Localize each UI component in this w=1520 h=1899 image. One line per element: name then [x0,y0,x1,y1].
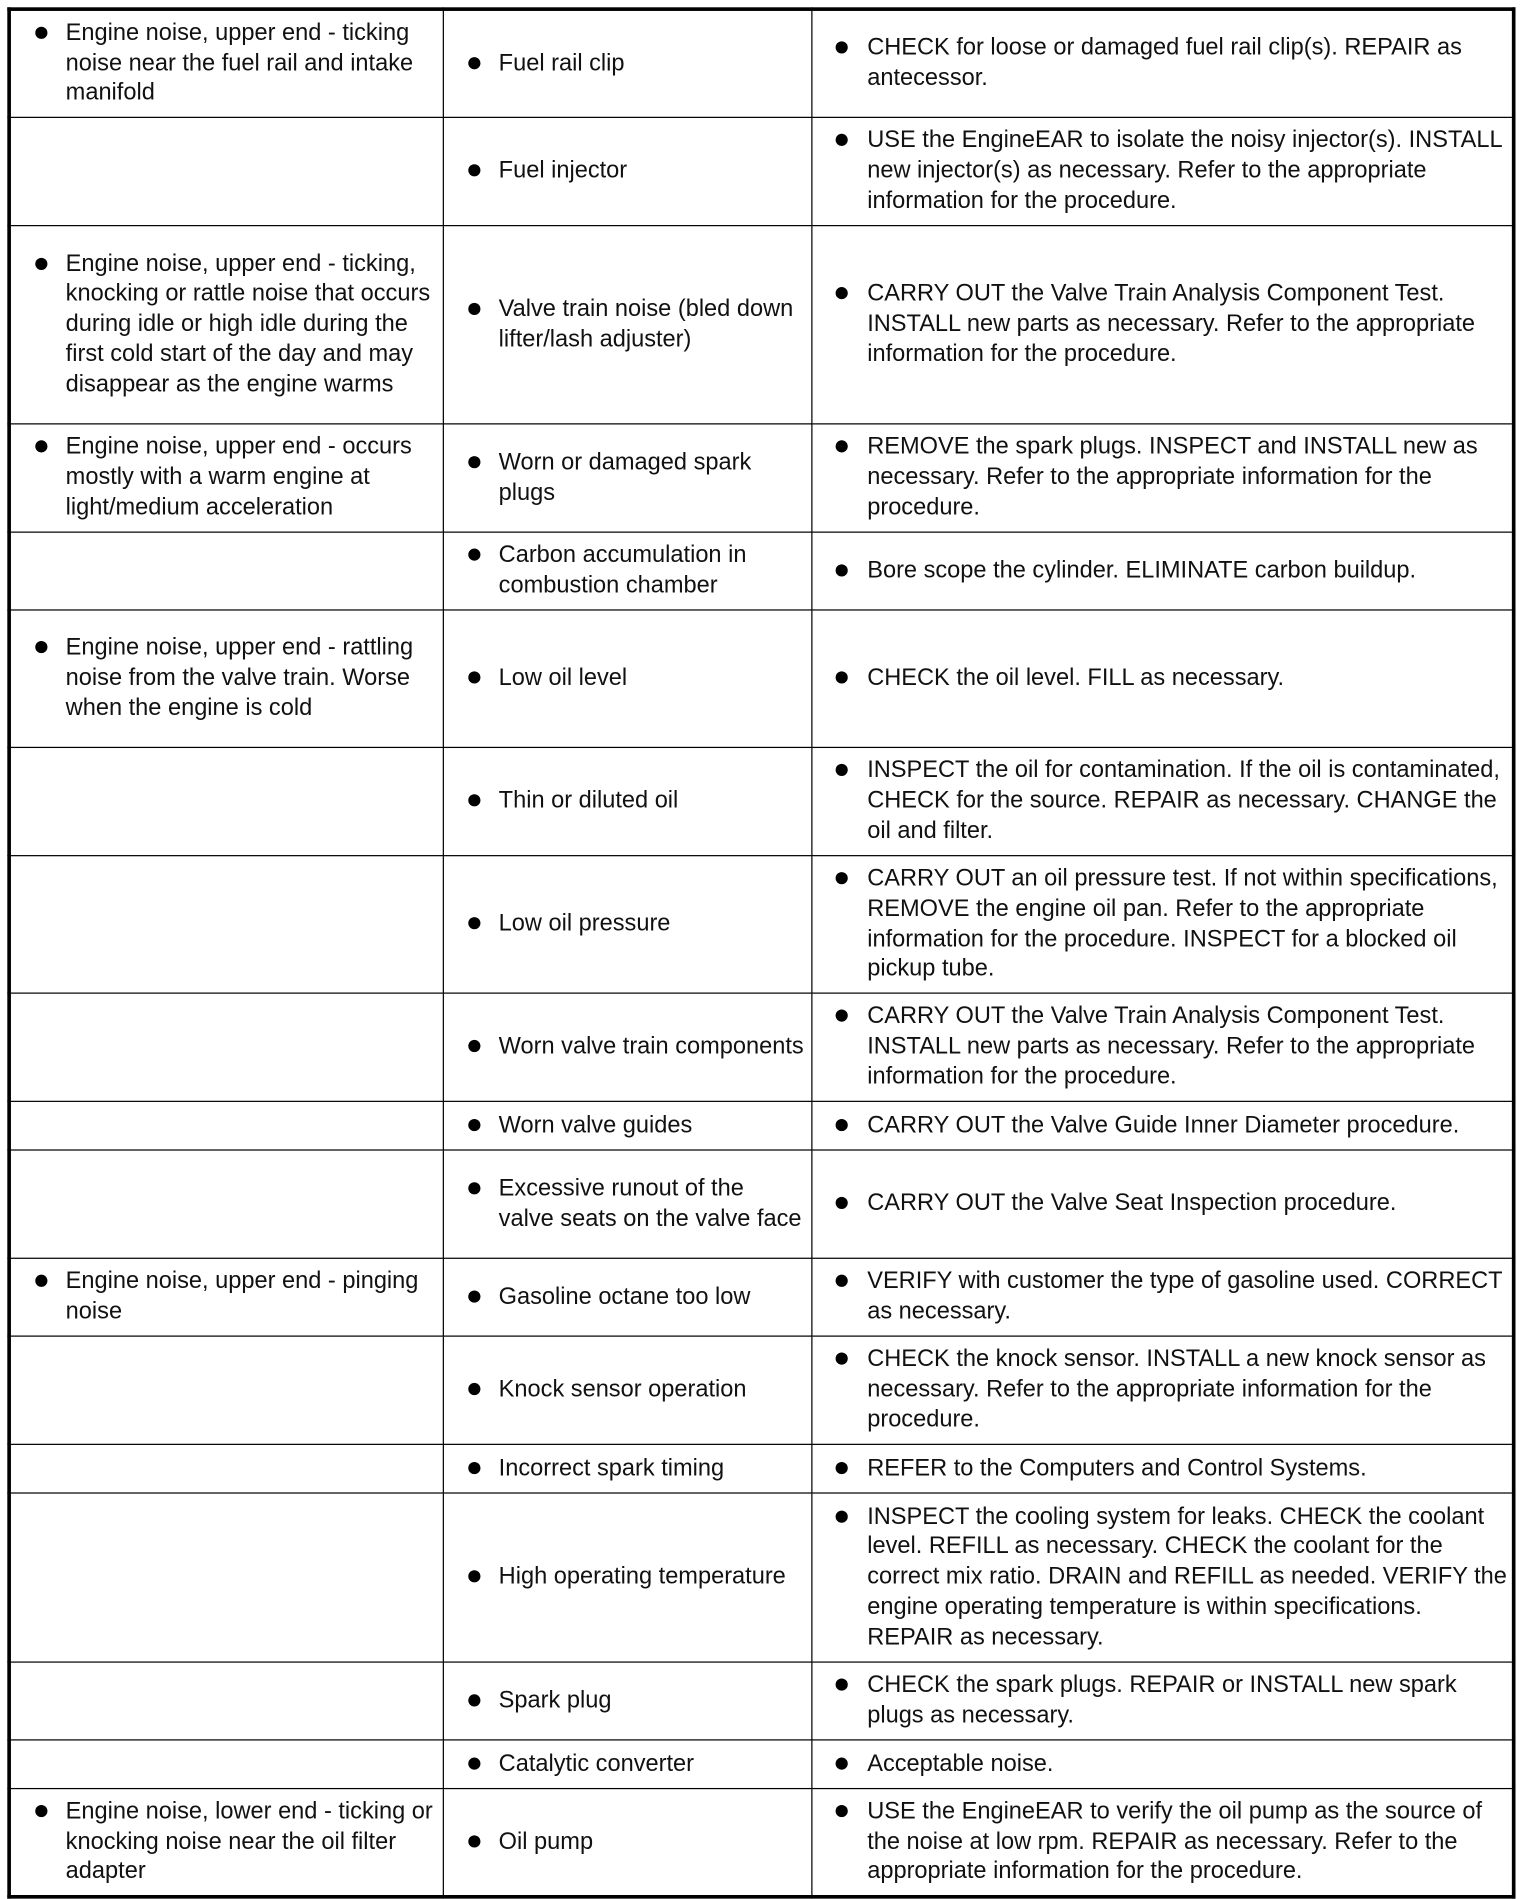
condition-cell [9,117,443,225]
action-text: USE the EngineEAR to isolate the noisy injector(s). INSTALL new injector(s) as necessary. Refer to the appropriate information for the procedure. [867,126,1502,214]
action-cell [812,1150,1514,1258]
source-cell [443,424,812,532]
table-row [9,1662,1514,1740]
action-cell [812,610,1514,747]
table-row [9,856,1514,993]
source-cell [443,1444,812,1493]
source-cell [443,1336,812,1444]
action-cell [812,1444,1514,1493]
action-cell [812,532,1514,610]
condition-text: Engine noise, upper end - pinging noise [65,1267,419,1325]
table-row [9,1493,1514,1662]
condition-text: Engine noise, upper end - ticking, knocking or rattle noise that occurs during idle or high idle during the first cold start of the day and may disappear as the engine warms [65,249,431,398]
action-text: CHECK the knock sensor. INSTALL a new knock sensor as necessary. Refer to the appropriate information for the procedure. [867,1345,1486,1433]
condition-cell [9,856,443,993]
condition-cell [9,424,443,532]
action-text: REMOVE the spark plugs. INSPECT and INSTALL new as necessary. Refer to the appropriate information for the procedure. [867,433,1478,521]
condition-cell [9,9,443,117]
source-cell [443,1493,812,1662]
table-body [9,9,1514,1897]
bullet-icon [836,1197,848,1209]
bullet-icon [836,1679,848,1691]
source-text: Fuel injector [498,157,628,184]
source-text: Knock sensor operation [498,1375,747,1403]
bullet-icon [468,1182,480,1194]
source-cell [443,1662,812,1740]
condition-cell [9,747,443,855]
action-cell [812,1258,1514,1336]
bullet-icon [836,1119,848,1131]
action-text: Bore scope the cylinder. ELIMINATE carbon buildup. [867,556,1417,584]
bullet-icon [468,1835,480,1847]
source-text: Worn valve train components [498,1032,804,1060]
table-row [9,424,1514,532]
action-text: CARRY OUT an oil pressure test. If not within specifications, REMOVE the engine oil pan. Refer to the appropriate information for the procedure. INSPECT for a blocked oil pickup tube. [867,864,1498,982]
bullet-icon [468,1570,480,1582]
source-cell [443,993,812,1101]
condition-cell [9,1662,443,1740]
action-cell [812,9,1514,117]
source-text: Valve train noise (bled down lifter/lash adjuster) [498,295,794,353]
condition-text: Engine noise, upper end - rattling noise from the valve train. Worse when the engine is cold [65,634,414,722]
bullet-icon [836,1275,848,1287]
bullet-icon [468,549,480,561]
action-cell [812,1493,1514,1662]
table-row [9,9,1514,117]
bullet-icon [35,441,47,453]
condition-cell [9,1444,443,1493]
source-cell [443,610,812,747]
bullet-icon [35,257,47,269]
condition-text: Engine noise, upper end - occurs mostly with a warm engine at light/medium acceleration [65,433,412,521]
condition-cell [9,1336,443,1444]
bullet-icon [35,641,47,653]
bullet-icon [468,917,480,929]
source-text: High operating temperature [498,1563,786,1590]
table-row [9,1101,1514,1150]
condition-cell [9,1150,443,1258]
action-text: INSPECT the oil for contamination. If the oil is contaminated, CHECK for the source. REPAIR as necessary. CHANGE the oil and filter. [867,756,1500,844]
table-row [9,226,1514,424]
source-text: Thin or diluted oil [498,787,679,814]
action-cell [812,1662,1514,1740]
action-text: CHECK the spark plugs. REPAIR or INSTALL new spark plugs as necessary. [867,1671,1457,1729]
source-cell [443,1101,812,1150]
bullet-icon [35,1805,47,1817]
source-cell [443,117,812,225]
bullet-icon [836,672,848,684]
action-text: CHECK the oil level. FILL as necessary. [867,664,1285,691]
source-text: Carbon accumulation in combustion chamber [498,541,747,599]
bullet-icon [468,1119,480,1131]
source-cell [443,532,812,610]
action-text: VERIFY with customer the type of gasoline used. CORRECT as necessary. [867,1267,1503,1325]
bullet-icon [836,1757,848,1769]
action-cell [812,1740,1514,1789]
source-text: Spark plug [498,1686,612,1714]
bullet-icon [836,564,848,576]
source-cell [443,1258,812,1336]
source-text: Gasoline octane too low [498,1282,751,1310]
bullet-icon [35,1275,47,1287]
source-cell [443,1740,812,1789]
bullet-icon [836,441,848,453]
condition-text: Engine noise, upper end - ticking noise near the fuel rail and intake manifold [65,19,414,107]
action-text: CARRY OUT the Valve Seat Inspection procedure. [867,1189,1397,1217]
source-text: Low oil level [498,664,628,691]
bullet-icon [468,794,480,806]
bullet-icon [836,134,848,146]
symptom-chart-table [7,7,1515,1898]
source-text: Low oil pressure [498,909,671,937]
source-text: Fuel rail clip [498,49,625,77]
action-cell [812,1336,1514,1444]
bullet-icon [35,27,47,39]
bullet-icon [836,1461,848,1473]
source-text: Worn or damaged spark plugs [498,448,752,506]
action-text: CARRY OUT the Valve Train Analysis Component Test. INSTALL new parts as necessary. Refer to the appropriate information for the procedure. [867,280,1476,368]
table-row [9,117,1514,225]
table-row [9,1444,1514,1493]
bullet-icon [468,57,480,69]
bullet-icon [468,456,480,468]
source-cell [443,747,812,855]
action-text: CARRY OUT the Valve Guide Inner Diameter procedure. [867,1111,1460,1138]
action-cell [812,856,1514,993]
table-row [9,1150,1514,1258]
table-row [9,1740,1514,1789]
action-text: CHECK for loose or damaged fuel rail clip(s). REPAIR as antecessor. [867,34,1462,92]
bullet-icon [468,302,480,314]
action-text: INSPECT the cooling system for leaks. CHECK the coolant level. REFILL as necessary. CHECK the coolant for the correct mix ratio. DRAIN and REFILL as needed. VERIFY the engine operating temperature is within specifications. REPAIR as necessary. [867,1502,1507,1651]
bullet-icon [836,1805,848,1817]
bullet-icon [836,42,848,54]
bullet-icon [468,1461,480,1473]
action-text: USE the EngineEAR to verify the oil pump as the source of the noise at low rpm. REPAIR as necessary. Refer to the appropriate information for the procedure. [867,1797,1483,1885]
table-row [9,1789,1514,1897]
bullet-icon [468,1694,480,1706]
condition-cell [9,1740,443,1789]
bullet-icon [836,872,848,884]
bullet-icon [836,1010,848,1022]
condition-cell [9,1101,443,1150]
table-row [9,1336,1514,1444]
condition-cell [9,226,443,424]
bullet-icon [836,1353,848,1365]
source-cell [443,9,812,117]
source-text: Oil pump [498,1827,594,1855]
action-cell [812,1789,1514,1897]
action-cell [812,226,1514,424]
condition-text: Engine noise, lower end - ticking or knocking noise near the oil filter adapter [65,1797,433,1885]
condition-cell [9,1258,443,1336]
table-row [9,532,1514,610]
source-text: Catalytic converter [498,1749,694,1777]
condition-cell [9,1789,443,1897]
source-text: Worn valve guides [498,1111,693,1138]
bullet-icon [468,1290,480,1302]
bullet-icon [468,1383,480,1395]
source-cell [443,226,812,424]
action-text: REFER to the Computers and Control Systems. [867,1454,1367,1481]
table-row [9,1258,1514,1336]
action-cell [812,117,1514,225]
table-row [9,610,1514,747]
source-cell [443,856,812,993]
action-cell [812,1101,1514,1150]
table-row [9,747,1514,855]
action-cell [812,993,1514,1101]
action-cell [812,424,1514,532]
condition-cell [9,532,443,610]
bullet-icon [468,1757,480,1769]
bullet-icon [468,164,480,176]
bullet-icon [836,287,848,299]
condition-cell [9,610,443,747]
bullet-icon [468,672,480,684]
source-cell [443,1789,812,1897]
action-cell [812,747,1514,855]
bullet-icon [468,1040,480,1052]
table-row [9,993,1514,1101]
action-text: Acceptable noise. [867,1749,1054,1777]
bullet-icon [836,764,848,776]
source-cell [443,1150,812,1258]
bullet-icon [836,1510,848,1522]
condition-cell [9,993,443,1101]
source-text: Incorrect spark timing [498,1454,725,1481]
action-text: CARRY OUT the Valve Train Analysis Component Test. INSTALL new parts as necessary. Refer to the appropriate information for the procedure. [867,1002,1476,1090]
condition-cell [9,1493,443,1662]
source-text: Excessive runout of the valve seats on the valve face [498,1174,802,1232]
